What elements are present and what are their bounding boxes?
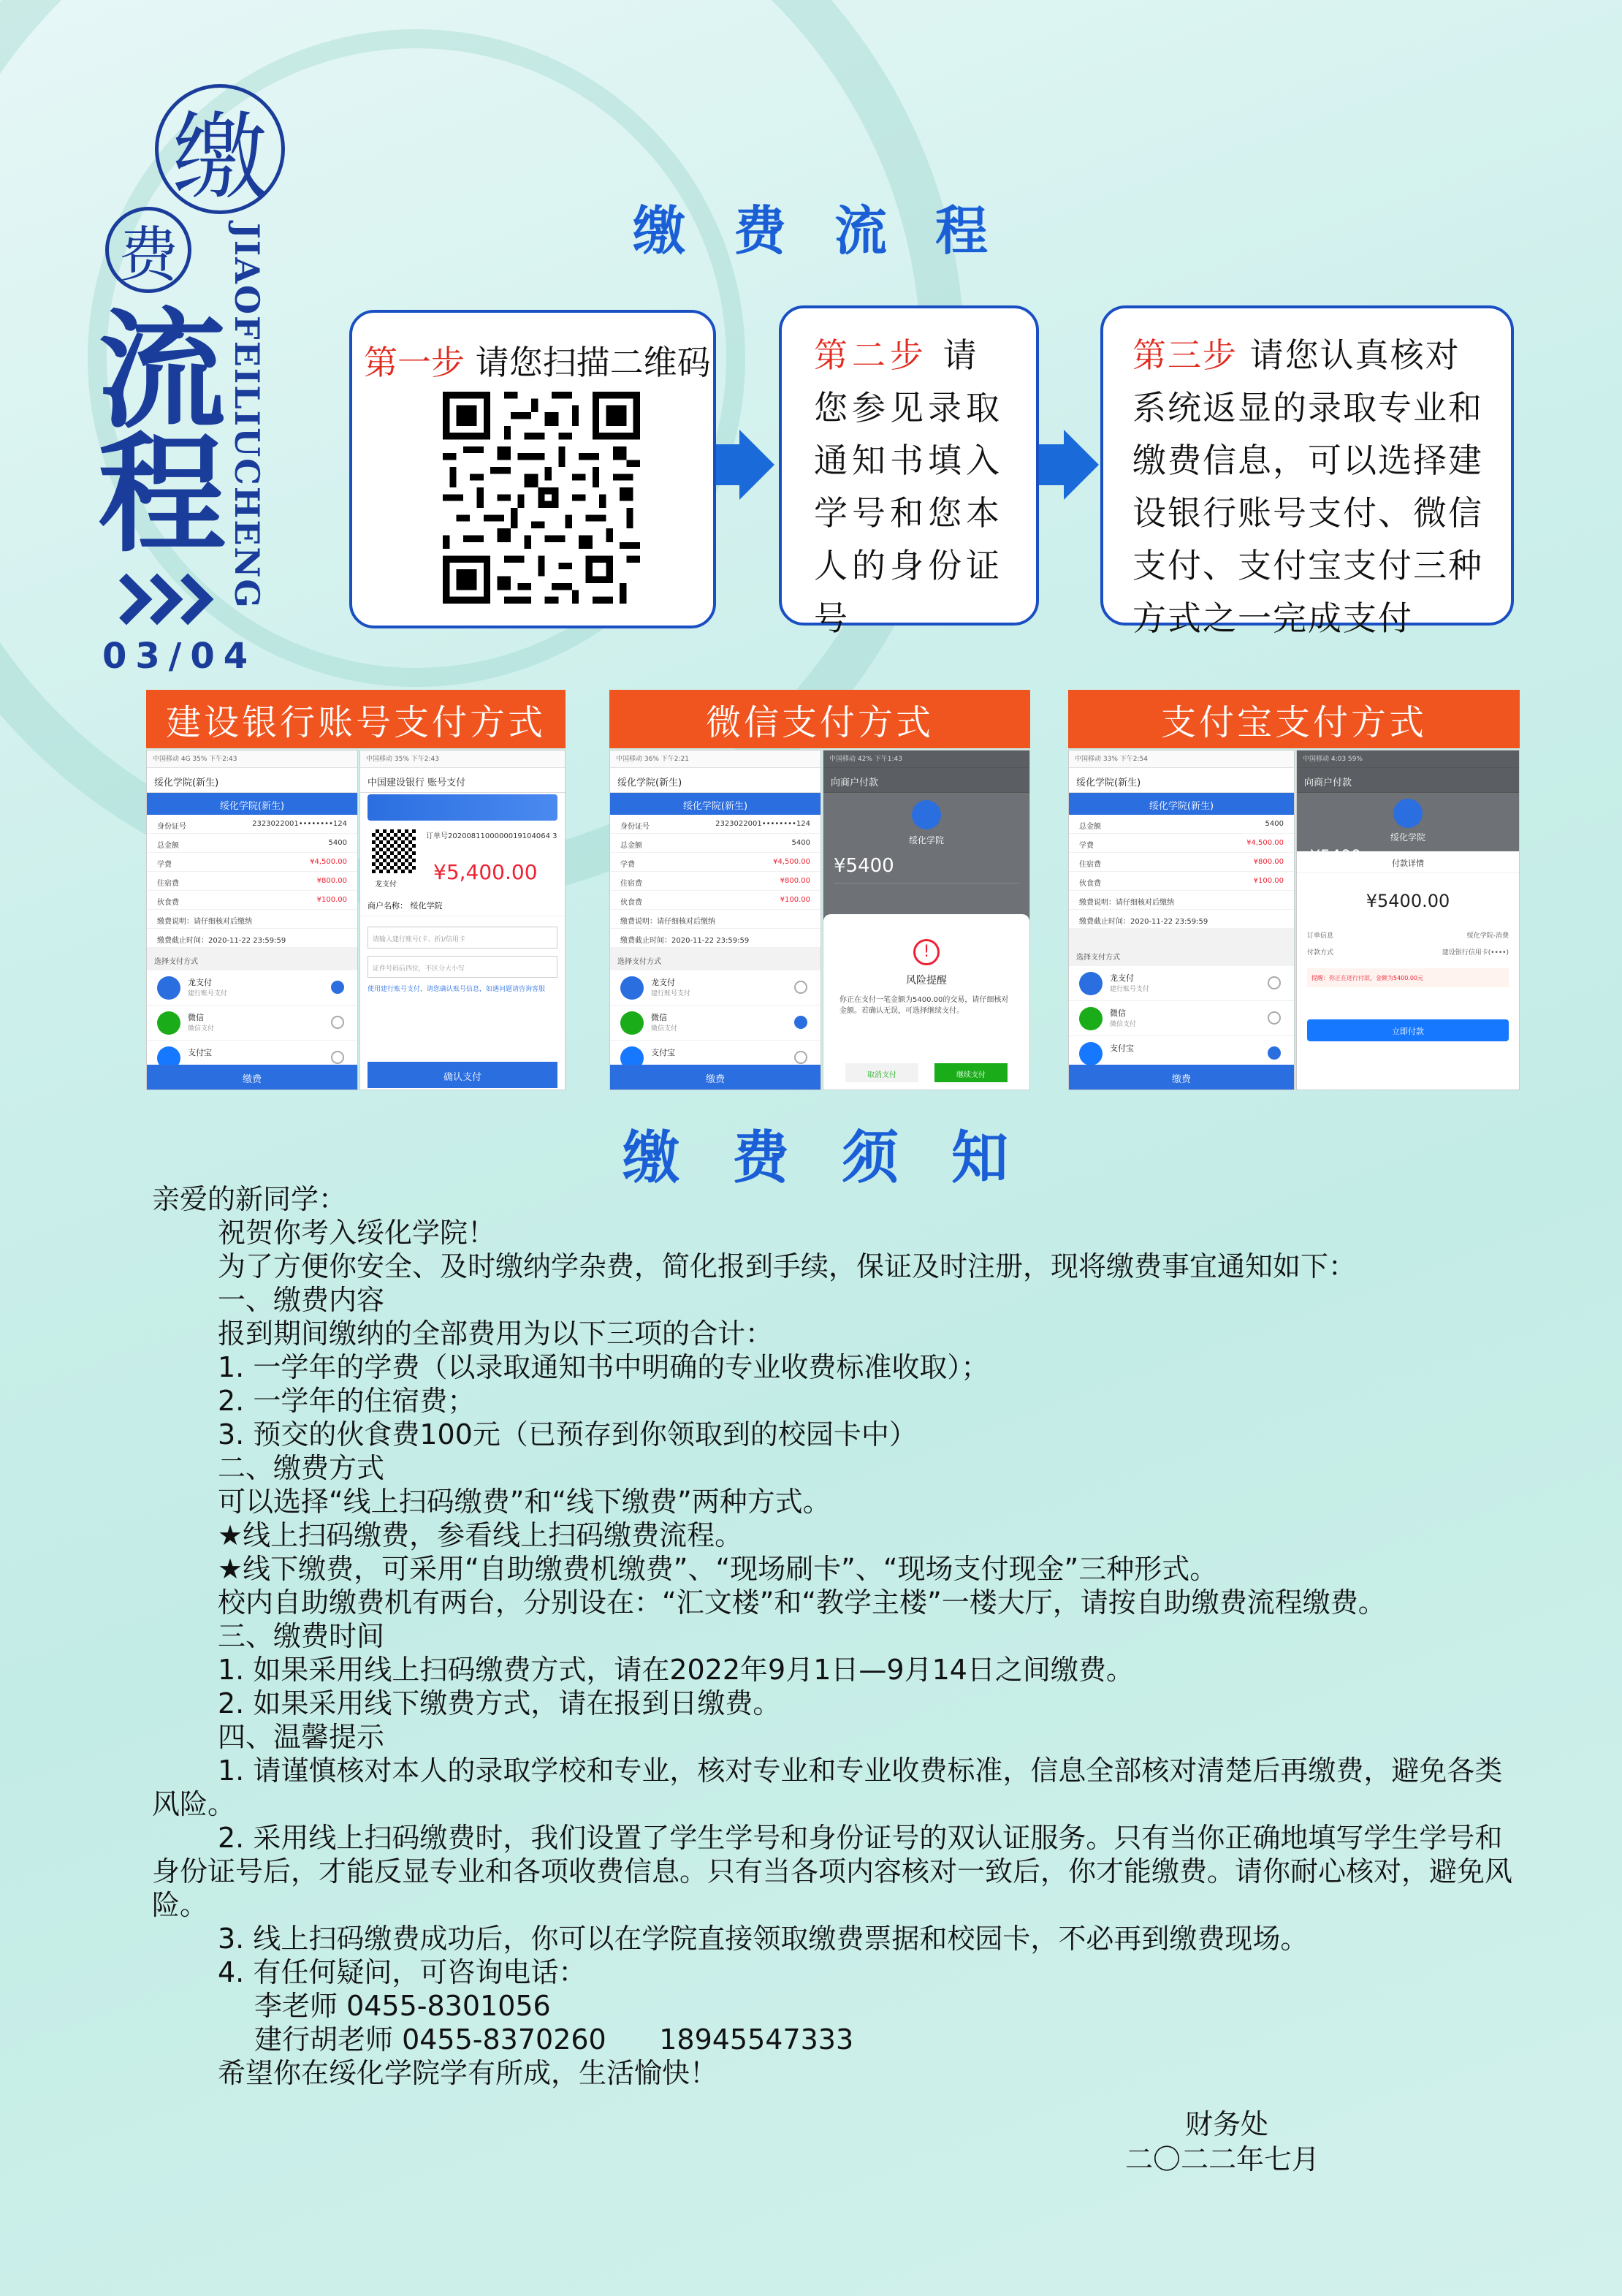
pay-detail-sheet — [1297, 851, 1519, 1090]
status-bar: 中国移动 4:03 59% — [1297, 750, 1519, 768]
alipay-screen-pay-detail — [1296, 750, 1520, 1090]
info-row: 缴费截止时间：2020-11-22 23:59:59 — [610, 929, 820, 948]
page-number: 03/04 — [102, 636, 257, 677]
side-title-char-fei: 费 — [105, 207, 191, 293]
notice-paragraph: 2. 一学年的住宿费； — [218, 1385, 476, 1417]
notice-paragraph: 三、缴费时间 — [218, 1620, 385, 1652]
radio-selected — [331, 981, 344, 994]
notice-paragraph: 二、缴费方式 — [218, 1452, 385, 1484]
info-row: 缴费说明：请仔细核对后缴纳 — [147, 910, 357, 929]
step-1-desc: 请您扫描二维码 — [475, 343, 711, 382]
alipay-payment-header: 支付宝支付方式 — [1068, 690, 1520, 748]
method-longpay[interactable]: 龙支付 建行账号支付 — [610, 970, 820, 1006]
notice-paragraph: 1. 如果采用线上扫码缴费方式，请在2022年9月1日—9月14日之间缴费。 — [218, 1654, 1134, 1686]
info-row: 缴费说明：请仔细核对后缴纳 — [610, 910, 820, 929]
info-row: 缴费截止时间：2020-11-22 23:59:59 — [1069, 910, 1294, 929]
ccb-payment-header: 建设银行账号支付方式 — [146, 690, 566, 748]
info-row: 学费 ¥4,500.00 — [147, 853, 357, 872]
info-row: 伙食费 ¥100.00 — [147, 891, 357, 910]
continue-payment-button[interactable]: 继续支付 — [934, 1063, 1008, 1082]
wx-merchant-title: 向商户付款 — [823, 768, 1029, 793]
status-bar: 中国移动 4G 35% 下午2:43 — [147, 750, 357, 768]
qr-code-image[interactable] — [443, 392, 640, 604]
wechat-icon — [1079, 1007, 1103, 1030]
status-bar: 中国移动 33% 下午2:54 — [1069, 750, 1294, 768]
wx-school-name: 绥化学院 — [908, 835, 944, 845]
info-row: 总金额 5400 — [610, 834, 820, 853]
notice-paragraph: 可以选择“线上扫码缴费”和“线下缴费”两种方式。 — [218, 1486, 831, 1518]
order-info-row: 订单信息 绥化学院-消费 — [1307, 932, 1509, 940]
method-alipay[interactable]: 支付宝 — [610, 1041, 820, 1076]
side-title-char-jiao: 缴 — [155, 84, 285, 214]
pay-detail-title: 付款详情 — [1297, 851, 1519, 873]
ali-warning: 提醒：你正在进行付款，金额为5400.00元 — [1307, 968, 1509, 987]
step-3-text — [1132, 329, 1493, 645]
school-header: 绥化学院(新生) — [1069, 793, 1294, 815]
notice-paragraph: 建行胡老师 0455-8370260 18945547333 — [254, 2023, 854, 2056]
longpay-icon — [620, 976, 644, 1000]
ccb-logo-banner — [368, 794, 557, 821]
ccb-id-input[interactable]: 证件号码后四位，不区分大小写 — [368, 956, 557, 978]
wechat-screen-school-info — [609, 750, 821, 1090]
notice-paragraph: 3. 线上扫码缴费成功后，你可以在学院直接领取缴费票据和校园卡，不必再到缴费现场。 — [218, 1923, 1309, 1955]
side-title-char-cheng: 程 — [98, 420, 226, 570]
info-row: 伙食费 ¥100.00 — [610, 891, 820, 910]
status-bar: 中国移动 35% 下午2:43 — [360, 750, 565, 768]
radio — [331, 1051, 344, 1064]
step-3-label: 第三步 — [1132, 335, 1238, 375]
radio — [794, 981, 807, 994]
risk-text: 你正在支付一笔金额为5400.00的交易，请仔细核对金额。若确认无误，可选择继续支付。 — [839, 996, 1009, 1015]
notice-paragraph: 一、缴费内容 — [218, 1284, 385, 1316]
ccb-card-input[interactable]: 请输入建行账号(卡、折)/信用卡 — [368, 927, 557, 949]
wechat-icon — [620, 1011, 644, 1035]
notice-paragraph: ★线下缴费，可采用“自助缴费机缴费”、“现场刷卡”、“现场支付现金”三种形式。 — [218, 1553, 1218, 1585]
info-row: 学费 ¥4,500.00 — [610, 853, 820, 872]
side-title-pinyin: JIAOFEILIUCHENG — [227, 223, 267, 609]
method-alipay[interactable]: 支付宝 — [147, 1041, 357, 1076]
radio-selected — [794, 1016, 807, 1029]
ali-merchant-title: 向商户付款 — [1297, 768, 1519, 793]
step-2-desc: 请您参见录取通知书填入学号和您本人的身份证号 — [814, 335, 1004, 638]
method-longpay[interactable]: 龙支付 建行账号支付 — [147, 970, 357, 1006]
step-1-label: 第一步 — [364, 343, 465, 382]
flow-title: 缴费流程 — [633, 200, 1037, 262]
step-2-box — [779, 305, 1039, 638]
notice-paragraph: 2. 采用线上扫码缴费时，我们设置了学生学号和身份证号的双认证服务。只有当你正确地填写学生学号和身份证号后，才能反显专业和各项收费信息。只有当各项内容核对一致后，你才能缴费。请你耐心核对，避免风险。 — [152, 1822, 1513, 1921]
notice-paragraph: 1. 一学年的学费（以录取通知书中明确的专业收费标准收取）； — [218, 1351, 989, 1383]
ccb-order-number: 订单号2020081100000019104064 3 — [426, 832, 557, 840]
step-2-text — [814, 329, 1018, 645]
radio — [1268, 1011, 1281, 1025]
risk-alert-dialog — [823, 914, 1029, 1090]
ccb-screen-bank-payment — [359, 750, 566, 1090]
info-row: 缴费截止时间：2020-11-22 23:59:59 — [147, 929, 357, 948]
pay-button[interactable]: 缴费 — [1069, 1065, 1294, 1090]
method-wechat[interactable]: 微信 微信支付 — [1069, 1001, 1294, 1036]
radio — [794, 1051, 807, 1064]
notice-paragraph: 希望你在绥化学院学有所成，生活愉快！ — [218, 2057, 718, 2089]
step-2-label: 第二步 — [814, 335, 928, 375]
status-bar: 中国移动 42% 下午1:43 — [823, 750, 1029, 768]
notice-paragraph: 报到期间缴纳的全部费用为以下三项的合计： — [218, 1318, 774, 1350]
step-3-desc: 请您认真核对系统返显的录取专业和缴费信息，可以选择建设银行账号支付、微信支付、支付宝支付三种方式之一完成支付 — [1132, 335, 1483, 638]
cancel-payment-button[interactable]: 取消支付 — [845, 1063, 918, 1082]
info-row: 总金额 5400 — [147, 834, 357, 853]
notice-paragraph: 校内自助缴费机有两台，分别设在：“汇文楼”和“教学主楼”一楼大厅，请按自助缴费流程缴费。 — [218, 1586, 1386, 1619]
notice-paragraph: 李老师 0455-8301056 — [254, 1990, 551, 2022]
radio — [1268, 976, 1281, 989]
ali-school-name: 绥化学院 — [1390, 832, 1425, 843]
notice-paragraph: 为了方便你安全、及时缴纳学杂费，简化报到手续，保证及时注册，现将缴费事宜通知如下： — [218, 1250, 1357, 1282]
notice-paragraph: 1. 请谨慎核对本人的录取学校和专业，核对专业和专业收费标准，信息全部核对清楚后再缴费，避免各类风险。 — [152, 1755, 1503, 1820]
alipay-icon — [1079, 1042, 1103, 1065]
status-bar: 中国移动 36% 下午2:21 — [610, 750, 820, 768]
radio — [331, 1016, 344, 1029]
info-row: 身份证号 2323022001••••••••124 — [610, 815, 820, 834]
choose-method-label: 选择支付方式 — [154, 958, 198, 966]
info-row: 身份证号 2323022001••••••••124 — [147, 815, 357, 834]
school-header: 绥化学院(新生) — [610, 793, 820, 815]
notice-body — [152, 1182, 1520, 2090]
step-1-box — [349, 310, 716, 628]
info-row: 缴费说明：请仔细核对后缴纳 — [1069, 891, 1294, 910]
ccb-merchant-row: 商户名称： 绥化学院 — [360, 895, 565, 916]
notice-paragraph: 2. 如果采用线下缴费方式，请在报到日缴费。 — [218, 1687, 781, 1719]
method-wechat[interactable]: 微信 微信支付 — [147, 1006, 357, 1041]
notice-title: 缴费须知 — [622, 1125, 1062, 1191]
longpay-icon — [1079, 972, 1103, 995]
method-longpay[interactable]: 龙支付 建行账号支付 — [1069, 966, 1294, 1001]
pay-button[interactable]: 缴费 — [610, 1065, 820, 1090]
pay-method-row[interactable]: 付款方式 建设银行信用卡(••••) — [1307, 949, 1509, 957]
nav-title: 绥化学院(新生) — [610, 768, 820, 793]
ali-amount: ¥5400.00 — [1366, 891, 1450, 911]
pay-now-button[interactable]: 立即付款 — [1307, 1019, 1509, 1041]
info-row: 总金额 5400 — [1069, 815, 1294, 834]
ccb-qr-icon — [372, 829, 416, 873]
nav-title: 绥化学院(新生) — [147, 768, 357, 793]
wx-amount: ¥5400 — [834, 855, 1019, 883]
ccb-note: 使用建行账号支付，请您确认账号信息，如遇问题请咨询客服 — [368, 986, 546, 993]
wechat-payment-header: 微信支付方式 — [609, 690, 1030, 748]
ccb-amount: ¥5,400.00 — [433, 860, 538, 884]
notice-paragraph: 亲爱的新同学： — [152, 1183, 347, 1215]
signature-date: 二〇二二年七月 — [1125, 2143, 1320, 2175]
notice-paragraph: 祝贺你考入绥化学院！ — [218, 1217, 496, 1249]
step-3-box — [1100, 305, 1514, 638]
method-wechat[interactable]: 微信 微信支付 — [610, 1006, 820, 1041]
radio-selected — [1268, 1046, 1281, 1060]
info-row: 伙食费 ¥100.00 — [1069, 872, 1294, 891]
info-row: 住宿费 ¥800.00 — [610, 872, 820, 891]
school-logo-icon — [1393, 799, 1423, 828]
pay-button[interactable]: 缴费 — [147, 1065, 357, 1090]
risk-title: 风险提醒 — [906, 975, 947, 987]
notice-paragraph: 4. 有任何疑问，可咨询电话： — [218, 1956, 587, 1988]
wechat-screen-risk-alert — [823, 750, 1030, 1090]
ccb-confirm-button[interactable]: 确认支付 — [368, 1062, 557, 1088]
notice-paragraph: 3. 预交的伙食费100元（已预存到你领取到的校园卡中） — [218, 1418, 917, 1451]
ccb-screen-school-info — [146, 750, 358, 1090]
notice-paragraph: 四、温馨提示 — [218, 1721, 385, 1753]
nav-title: 绥化学院(新生) — [1069, 768, 1294, 793]
choose-method-label: 选择支付方式 — [1076, 954, 1120, 962]
notice-paragraph: ★线上扫码缴费，参看线上扫码缴费流程。 — [218, 1519, 743, 1551]
info-row: 住宿费 ¥800.00 — [147, 872, 357, 891]
longpay-icon — [157, 976, 180, 1000]
ccb-page-title: 中国建设银行 账号支付 — [360, 768, 565, 793]
side-title-char-liu: 流 — [98, 296, 226, 446]
school-logo-icon — [912, 800, 941, 829]
school-header: 绥化学院(新生) — [147, 793, 357, 815]
wechat-icon — [157, 1011, 180, 1035]
step-1-text — [364, 336, 709, 389]
alipay-screen-school-info — [1068, 750, 1295, 1090]
choose-method-label: 选择支付方式 — [617, 958, 661, 966]
method-alipay[interactable]: 支付宝 — [1069, 1036, 1294, 1071]
warning-icon: ! — [913, 939, 940, 965]
info-row: 学费 ¥4,500.00 — [1069, 834, 1294, 853]
ccb-longpay-label: 龙支付 — [375, 881, 397, 889]
signature-dept: 财务处 — [1185, 2108, 1269, 2140]
info-row: 住宿费 ¥800.00 — [1069, 853, 1294, 872]
